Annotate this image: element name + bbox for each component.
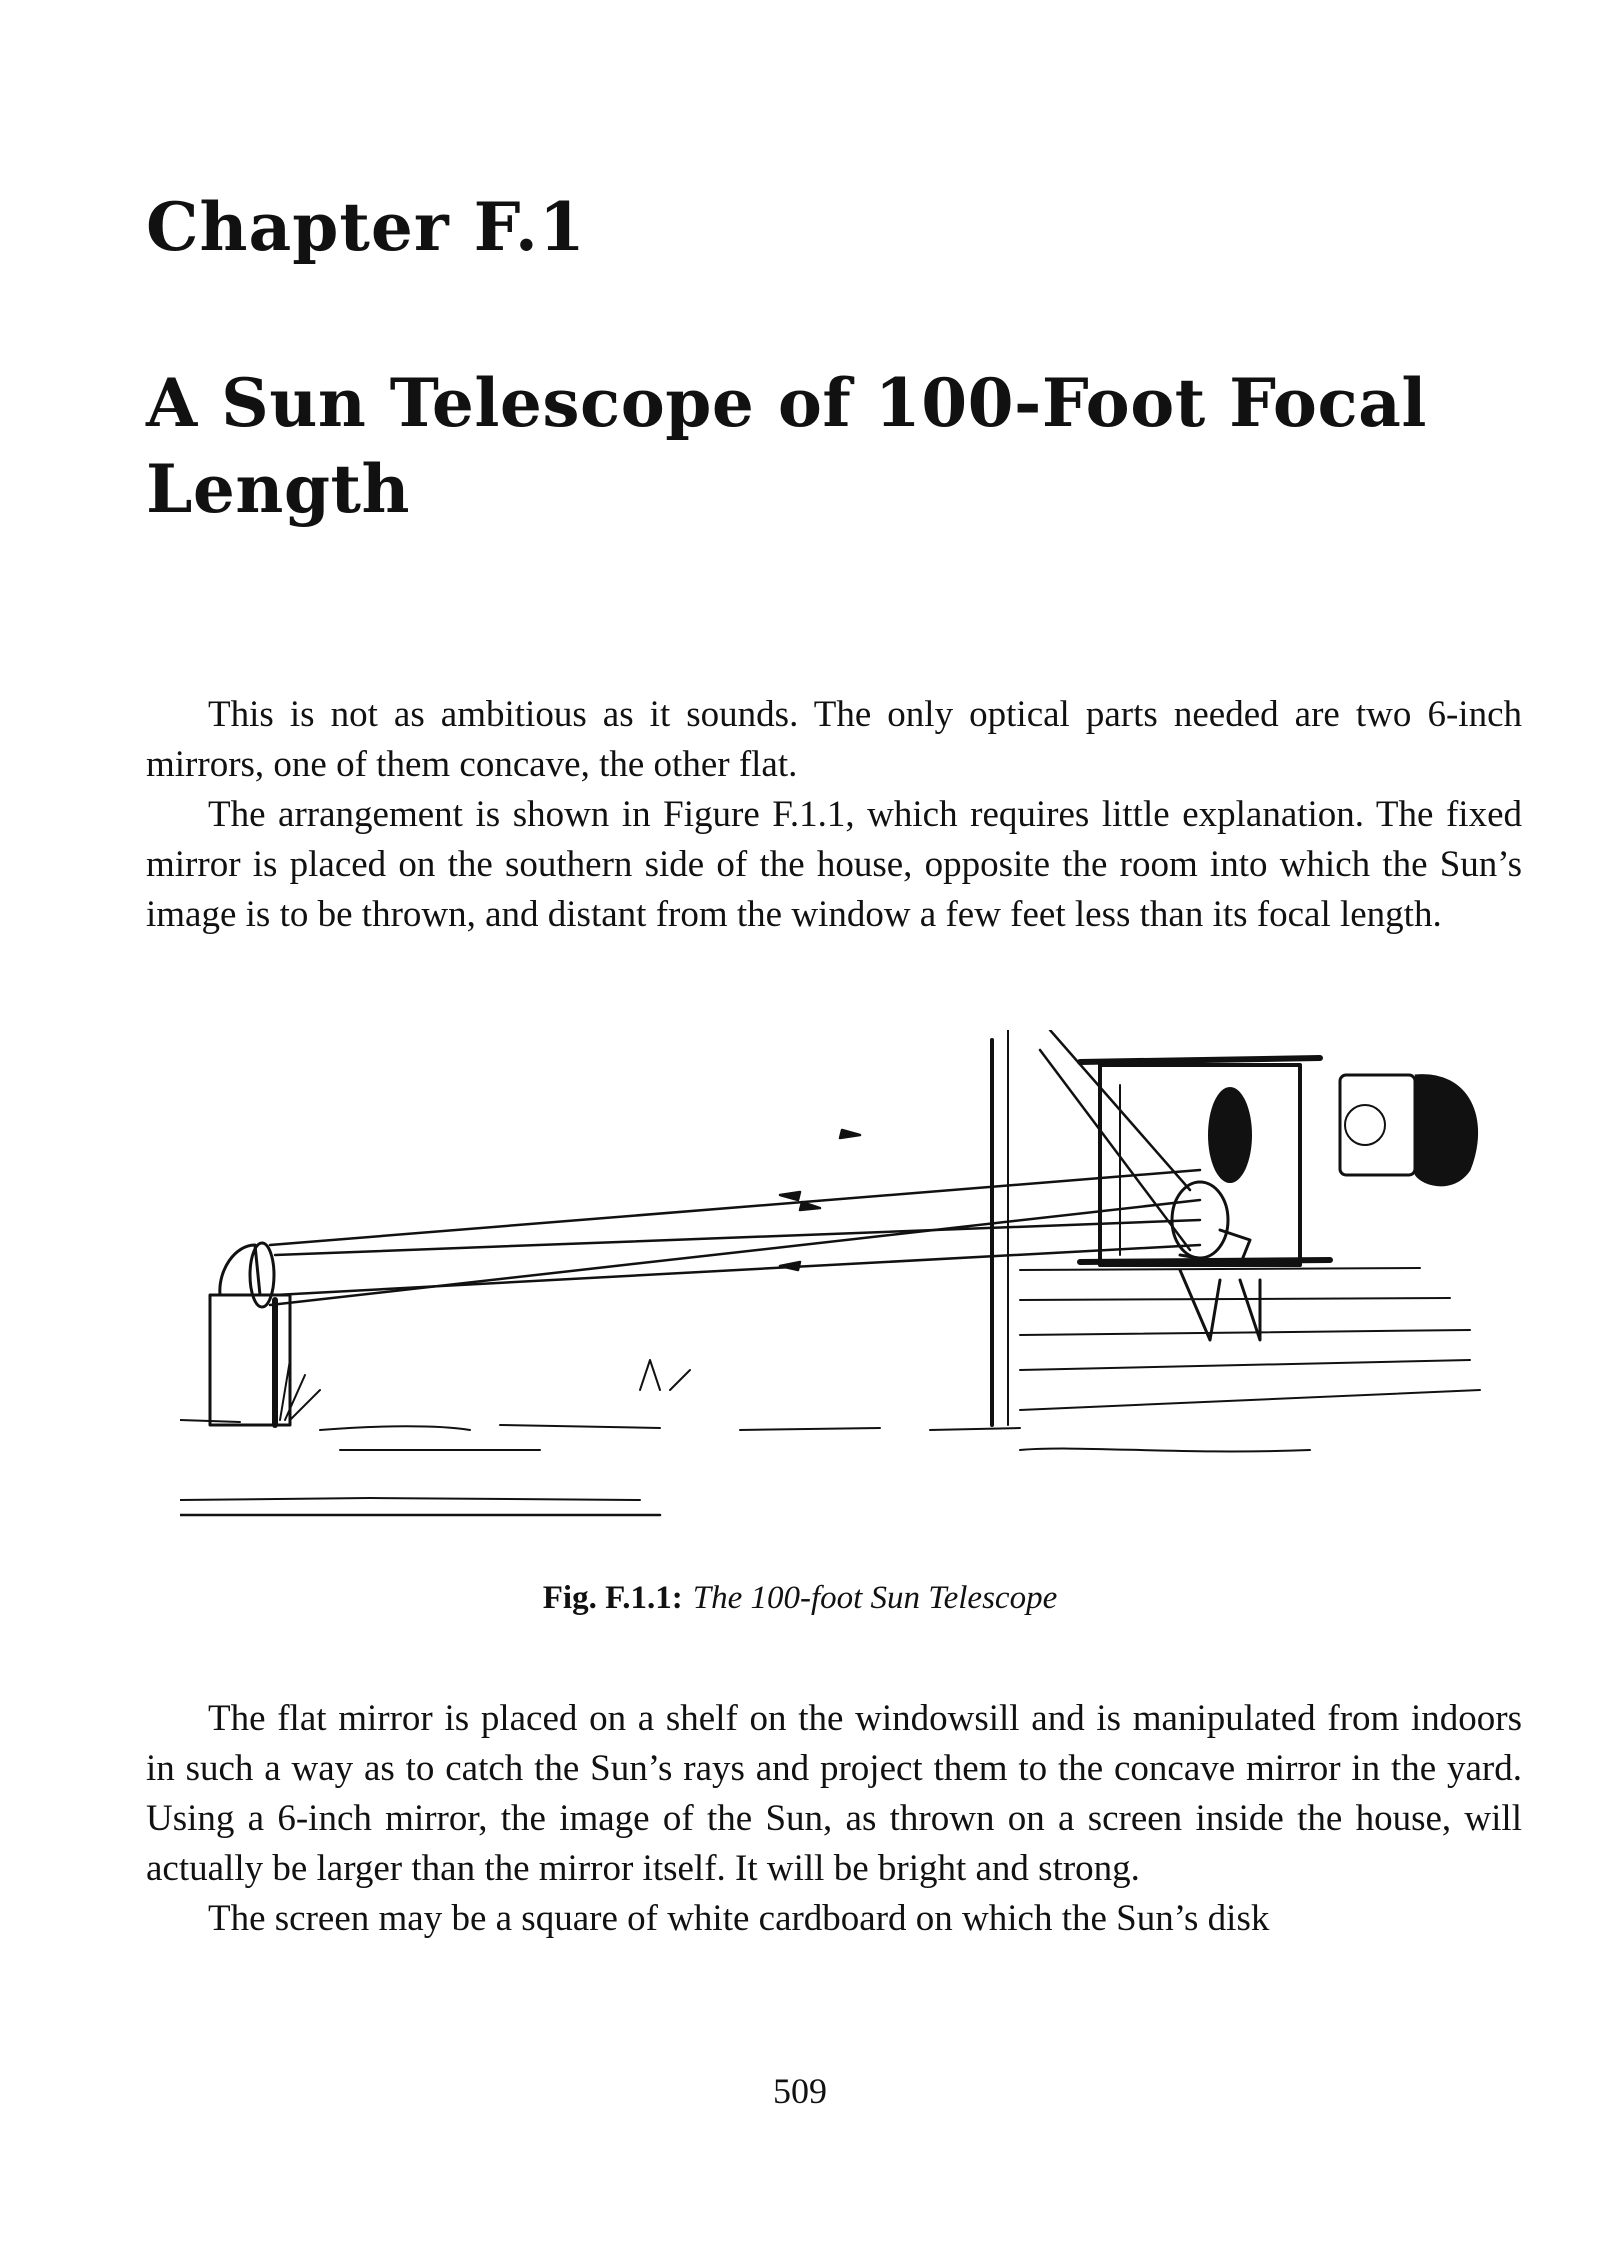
figure-caption xyxy=(0,1580,1600,1617)
text-block-intro xyxy=(146,690,1522,940)
window-frame xyxy=(1080,1058,1330,1265)
page-number: 509 xyxy=(773,2071,827,2111)
paragraph: The arrangement is shown in Figure F.1.1, which requires little explanation. The fixed mirror is placed on the southern side of the house, opposite the room into which the Sun’s image is to be thrown, and distant from the window a few feet less than its focal length. xyxy=(146,794,1522,935)
paragraph: The screen may be a square of white cardboard on which the Sun’s disk xyxy=(208,1898,1270,1939)
sun-telescope-illustration xyxy=(180,1030,1490,1550)
paragraph: The flat mirror is placed on a shelf on the windowsill and is manipulated from indoors in such a way as to catch the Sun’s rays and project them to the concave mirror in the yard. Using a 6-inch mirror, the image of the Sun, as thrown on a screen inside the house, will actually be larger than the mirror itself. It will be bright and strong. xyxy=(146,1698,1522,1889)
figure-title: The 100-foot Sun Telescope xyxy=(692,1580,1058,1616)
screen-icon xyxy=(1340,1075,1478,1186)
chapter-label: Chapter F.1 xyxy=(146,188,586,266)
chapter-title: A Sun Telescope of 100-Foot Focal Length xyxy=(146,364,1427,528)
light-rays xyxy=(270,1030,1200,1305)
paragraph: This is not as ambitious as it sounds. The only optical parts needed are two 6-inch mirrors, one of them concave, the other flat. xyxy=(146,694,1522,785)
ground xyxy=(180,1360,1310,1515)
figure-number: Fig. F.1.1: xyxy=(542,1580,683,1616)
text-block-continued xyxy=(146,1694,1522,1944)
concave-mirror-icon xyxy=(210,1243,290,1425)
illustration-drawing xyxy=(180,1030,1490,1550)
